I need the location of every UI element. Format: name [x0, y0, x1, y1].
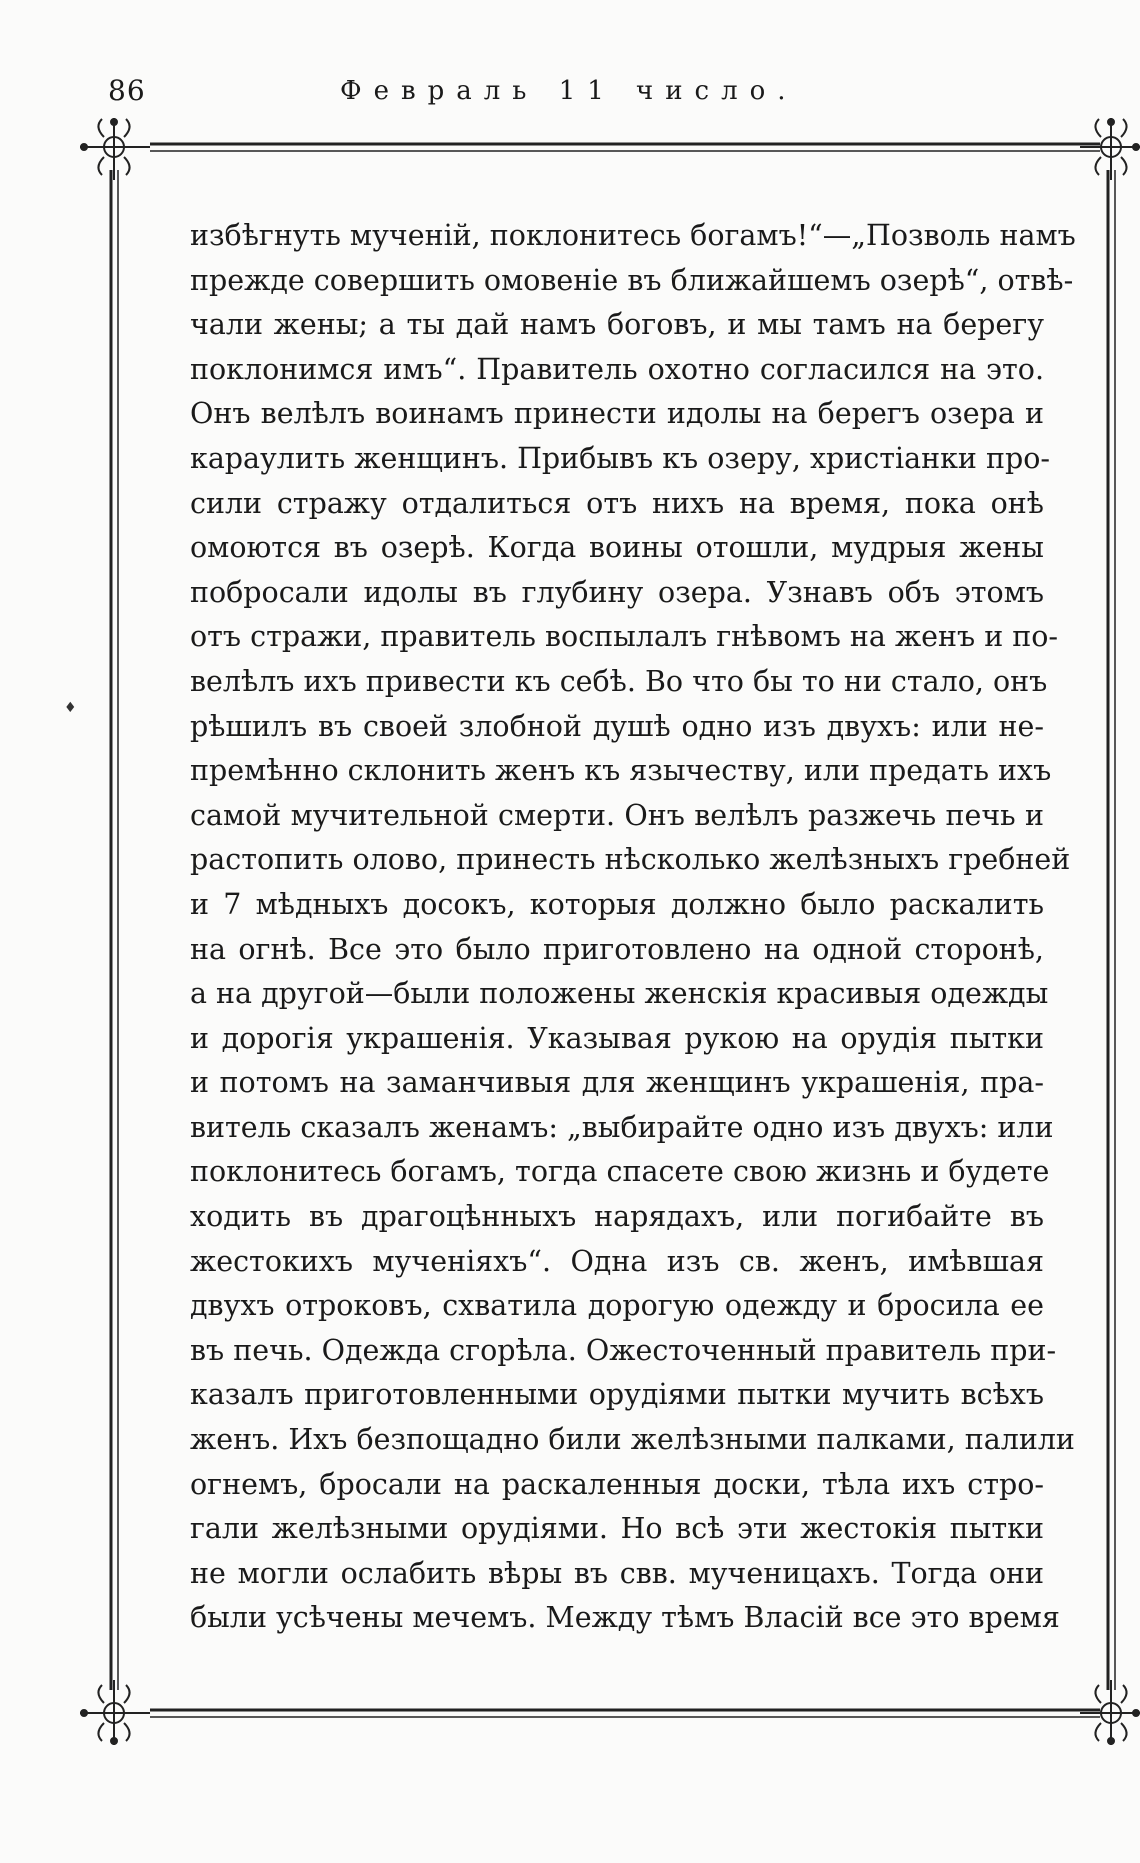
text-line: рѣшилъ въ своей злобной душѣ одно изъ двухъ: или не- [190, 709, 1044, 743]
text-line: огнемъ, бросали на раскаленныя доски, тѣла ихъ стро- [190, 1467, 1044, 1501]
text-line: ходить въ драгоцѣнныхъ нарядахъ, или погибайте въ [190, 1200, 1044, 1234]
text-line: и 7 мѣдныхъ досокъ, которыя должно было раскалить [190, 887, 1044, 921]
corner-ornament-bottom-left [80, 1680, 150, 1745]
text-line: женъ. Ихъ безпощадно били желѣзными палками, палили [190, 1423, 1075, 1457]
corner-ornament-top-left [80, 118, 150, 180]
text-line: сили стражу отдалиться отъ нихъ на время, пока онѣ [190, 486, 1044, 520]
text-line: а на другой—были положены женскія красивыя одежды [190, 977, 1049, 1011]
text-line: были усѣчены мечемъ. Между тѣмъ Власій все это время [190, 1601, 1060, 1635]
text-line: чали жены; а ты дай намъ боговъ, и мы тамъ на берегу [190, 308, 1044, 342]
text-line: витель сказалъ женамъ: „выбирайте одно изъ двухъ: или [190, 1110, 1054, 1144]
text-line: казалъ приготовленными орудіями пытки мучить всѣхъ [190, 1378, 1044, 1412]
text-line: избѣгнуть мученій, поклонитесь богамъ!“—„Позволь намъ [190, 219, 1076, 252]
text-line: двухъ отроковъ, схватила дорогую одежду и бросила ее [190, 1289, 1044, 1323]
text-line: на огнѣ. Все это было приготовлено на одной сторонѣ, [190, 932, 1044, 966]
text-line: побросали идолы въ глубину озера. Узнавъ объ этомъ [190, 575, 1044, 609]
text-line: велѣлъ ихъ привести къ себѣ. Во что бы то ни стало, онъ [190, 664, 1048, 698]
text-line: и потомъ на заманчивыя для женщинъ украшенія, пра- [190, 1066, 1044, 1100]
running-head: Февраль 11 число. [340, 76, 798, 106]
text-line: омоются въ озерѣ. Когда воины отошли, мудрыя жены [190, 531, 1044, 565]
text-line: караулить женщинъ. Прибывъ къ озеру, христіанки про- [190, 441, 1050, 475]
text-line: не могли ослабить вѣры въ свв. мученицахъ. Тогда они [190, 1556, 1044, 1590]
corner-ornament-top-right [1080, 118, 1140, 180]
body-text [190, 214, 1076, 1641]
text-line: поклонимся имъ“. Правитель охотно согласился на это. [190, 352, 1044, 386]
text-line: гали желѣзными орудіями. Но всѣ эти жестокія пытки [190, 1512, 1044, 1546]
text-line: въ печь. Одежда сгорѣла. Ожесточенный правитель при- [190, 1333, 1057, 1367]
text-line: самой мучительной смерти. Онъ велѣлъ разжечь печь и [190, 798, 1044, 832]
margin-mark: ♦ [64, 700, 77, 716]
corner-ornament-bottom-right [1080, 1680, 1140, 1745]
text-line: жестокихъ мученіяхъ“. Одна изъ св. женъ, имѣвшая [190, 1244, 1044, 1278]
text-line: прежде совершить омовеніе въ ближайшемъ озерѣ“, отвѣ- [190, 263, 1074, 297]
text-line: растопить олово, принесть нѣсколько желѣзныхъ гребней [190, 843, 1071, 877]
text-line: премѣнно склонить женъ къ язычеству, или предать ихъ [190, 754, 1052, 788]
page-number: 86 [108, 74, 146, 107]
text-line: отъ стражи, правитель воспылалъ гнѣвомъ на женъ и по- [190, 620, 1059, 654]
text-line: и дорогія украшенія. Указывая рукою на орудія пытки [190, 1021, 1044, 1055]
text-line: поклонитесь богамъ, тогда спасете свою жизнь и будете [190, 1155, 1050, 1189]
text-line: Онъ велѣлъ воинамъ принести идолы на берегъ озера и [190, 397, 1044, 431]
